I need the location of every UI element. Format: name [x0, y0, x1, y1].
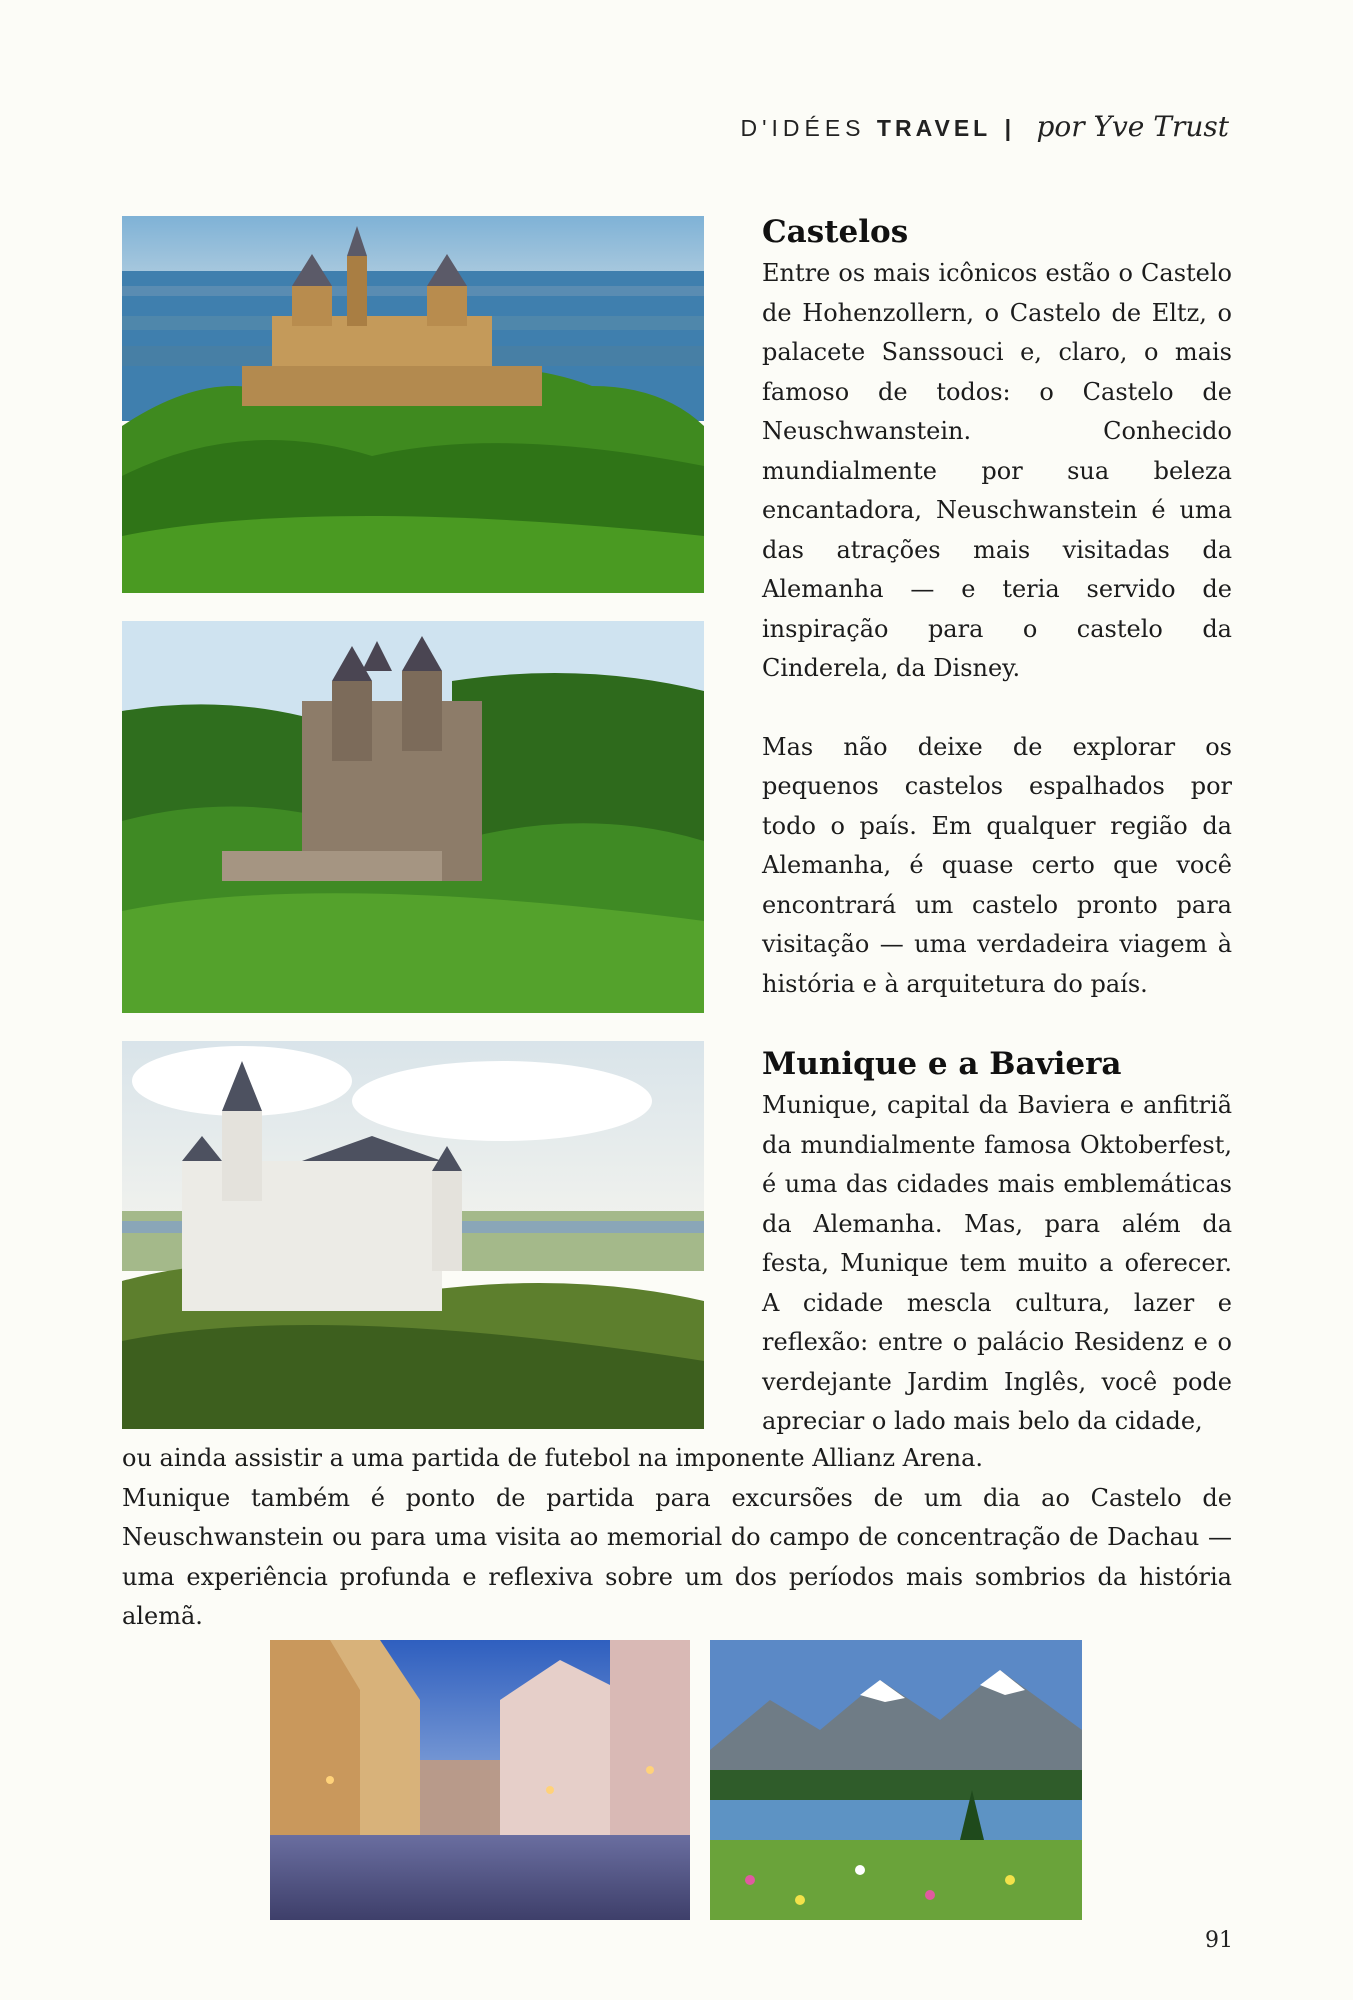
castelos-paragraph-1: Entre os mais icônicos estão o Castelo de Hohenzollern, o Castelo de Eltz, o palacete Sanssouci e, claro, o mais famoso de todos: o Castelo de Neuschwanstein. Conhecido mundialmente por sua beleza encantadora, Neuschwanstein é uma das atrações mais visitadas da Alemanha — e teria servido de inspiração para o castelo da Cinderela, da Disney.	[762, 259, 1232, 682]
header-separator: |	[1004, 115, 1012, 141]
author-name: por Yve Trust	[1036, 110, 1229, 143]
brand-section: TRAVEL	[876, 115, 992, 141]
page-number: 91	[1205, 1928, 1233, 1953]
photo-hohenzollern-castle	[122, 216, 704, 593]
section-castelos	[762, 210, 1232, 1004]
munique-paragraph-1-continuation: ou ainda assistir a uma partida de futebol na imponente Allianz Arena.	[122, 1444, 984, 1472]
photo-eltz-castle	[122, 621, 704, 1013]
brand-name: D'IDÉES	[740, 115, 866, 141]
munique-fullwidth-text	[122, 1439, 1232, 1637]
munique-paragraph-1: Munique, capital da Baviera e anfitriã da mundialmente famosa Oktoberfest, é uma das cidades mais emblemáticas da Alemanha. Mas, para além da festa, Munique tem muito a oferecer. A cidade mescla cultura, lazer e reflexão: entre o palácio Residenz e o verdejante Jardim Inglês, você pode apreciar o lado mais belo da cidade,	[762, 1091, 1232, 1435]
magazine-header	[741, 110, 1230, 143]
castelos-paragraph-2: Mas não deixe de explorar os pequenos castelos espalhados por todo o país. Em qualquer região da Alemanha, é quase certo que você encontrará um castelo pronto para visitação — uma verdadeira viagem à história e à arquitetura do país.	[762, 732, 1232, 998]
photo-neuschwanstein-castle	[122, 1041, 704, 1429]
section-munique	[762, 1042, 1232, 1442]
photo-munich-street	[270, 1640, 690, 1920]
munique-paragraph-2: Munique também é ponto de partida para excursões de um dia ao Castelo de Neuschwanstein ou para uma visita ao memorial do campo de concentração de Dachau — uma experiência profunda e reflexiva sobre um dos períodos mais sombrios da história alemã.	[122, 1483, 1232, 1630]
section-title-castelos: Castelos	[762, 214, 909, 250]
photo-bavarian-alps	[710, 1640, 1082, 1920]
section-title-munique: Munique e a Baviera	[762, 1046, 1122, 1082]
